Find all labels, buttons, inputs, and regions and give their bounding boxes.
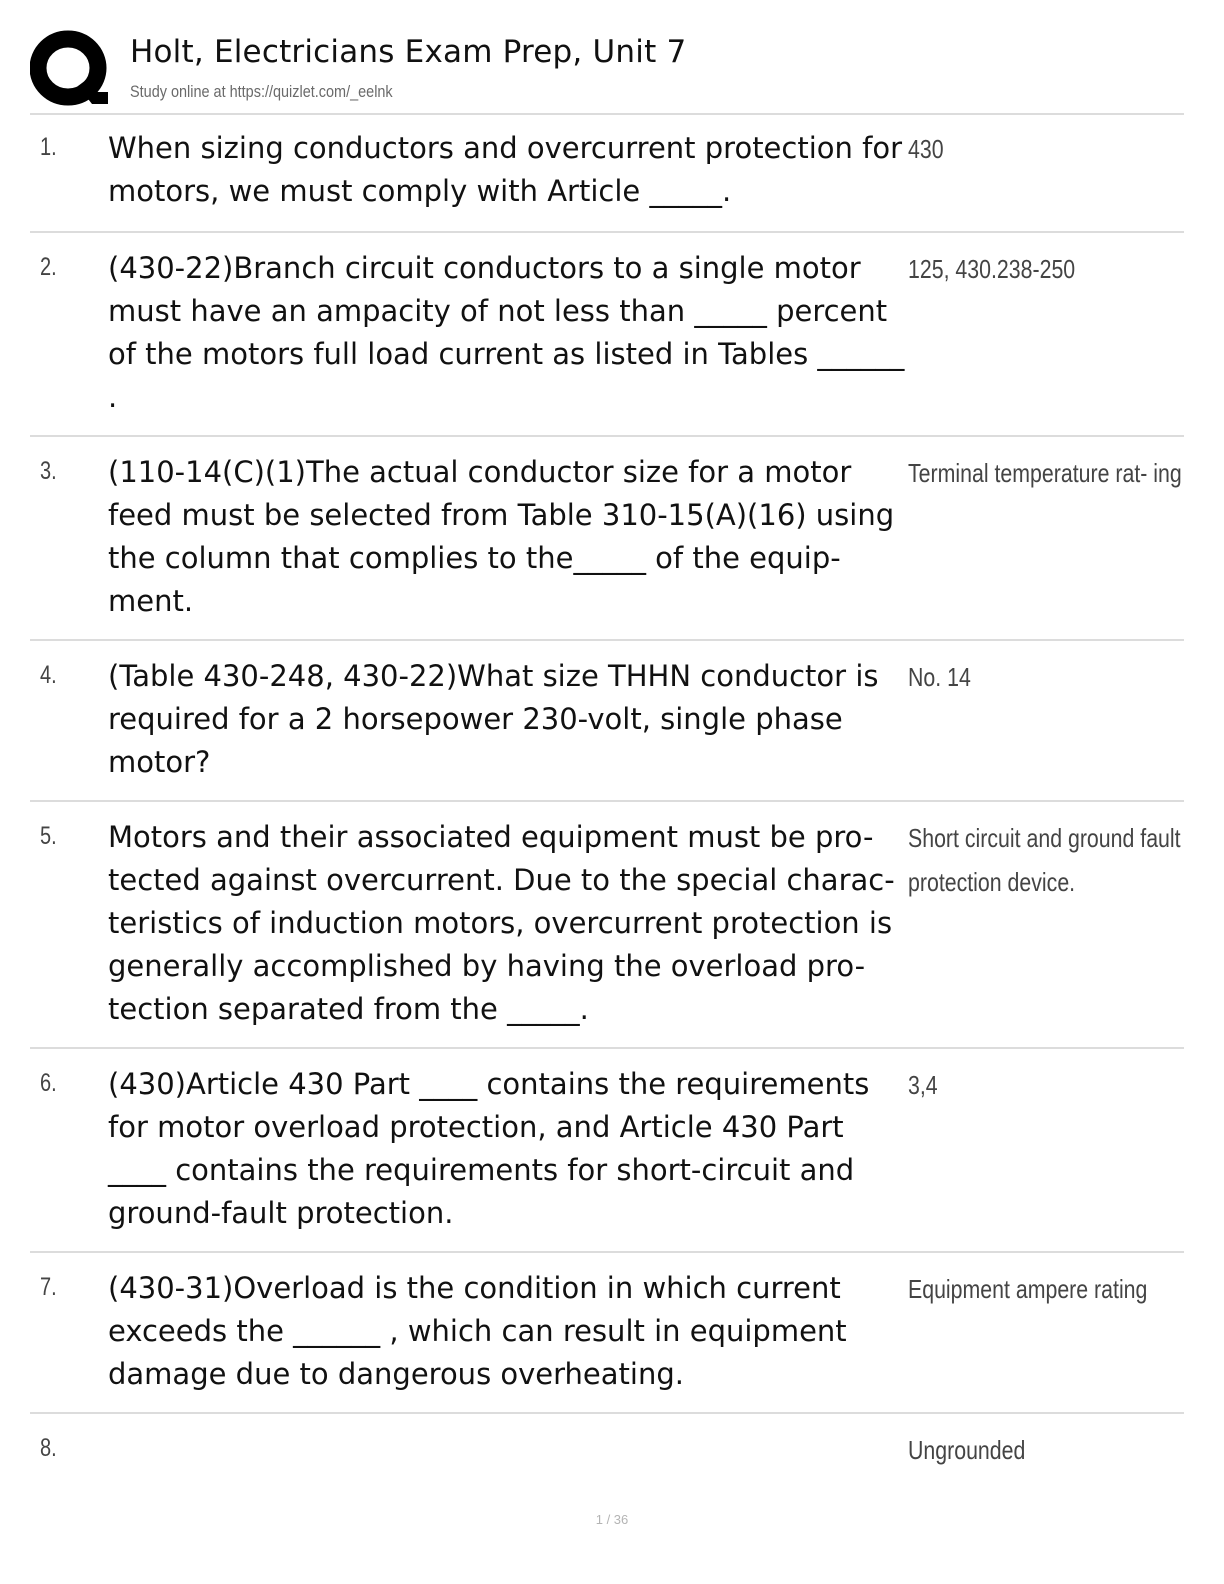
card-term: (430-31)Overload is the condition in which current exceeds the ______ , which can result in equipment damage due to dangerous overheating.	[108, 1271, 847, 1391]
card-number: 1.	[40, 133, 57, 161]
flashcard-row	[30, 435, 1184, 641]
page-header	[30, 28, 1184, 114]
flashcard-row	[30, 1412, 1184, 1504]
card-term: Motors and their associated equipment must be pro- tected against overcurrent. Due to the special charac- teristics of induction motors, overcurrent protection is generally accomplished by having the overload pro- tection separated from the _____.	[108, 820, 895, 1026]
card-definition: Short circuit and ground fault protection device.	[908, 823, 1181, 897]
card-number: 3.	[40, 457, 57, 485]
card-definition: Ungrounded	[908, 1435, 1026, 1465]
flashcard-row	[30, 231, 1184, 437]
card-number: 5.	[40, 822, 57, 850]
flashcard-row	[30, 113, 1184, 233]
card-number: 7.	[40, 1273, 57, 1301]
card-definition: 3,4	[908, 1070, 938, 1100]
flashcard-row	[30, 639, 1184, 802]
card-term: When sizing conductors and overcurrent protection for motors, we must comply with Article _____.	[108, 131, 902, 208]
flashcard-row	[30, 1047, 1184, 1253]
card-definition: No. 14	[908, 662, 971, 692]
card-term: (110-14(C)(1)The actual conductor size for a motor feed must be selected from Table 310-15(A)(16) using the column that complies to the_____ of the equip- ment.	[108, 455, 895, 618]
flashcard-row	[30, 1251, 1184, 1414]
card-definition: 430	[908, 134, 944, 164]
card-definition: Terminal temperature rat- ing	[908, 458, 1182, 488]
flashcard-row	[30, 800, 1184, 1049]
card-term: (430-22)Branch circuit conductors to a single motor must have an ampacity of not less than _____ percent of the motors full load current as listed in Tables ______ .	[108, 251, 905, 414]
card-number: 4.	[40, 661, 57, 689]
card-definition: Equipment ampere rating	[908, 1274, 1148, 1304]
card-term: (Table 430-248, 430-22)What size THHN conductor is required for a 2 horsepower 230-volt, single phase motor?	[108, 659, 879, 779]
page-title: Holt, Electricians Exam Prep, Unit 7	[130, 34, 687, 70]
card-number: 8.	[40, 1434, 57, 1462]
card-term: (430)Article 430 Part ____ contains the requirements for motor overload protection, and Article 430 Part ____ contains the requirements for short-circuit and ground-fault protection.	[108, 1067, 870, 1230]
card-definition: 125, 430.238-250	[908, 254, 1076, 284]
study-link[interactable]: Study online at https://quizlet.com/_eelnk	[130, 82, 393, 101]
card-number: 2.	[40, 253, 57, 281]
quizlet-logo-icon	[30, 30, 110, 110]
card-number: 6.	[40, 1069, 57, 1097]
page-number: 1 / 36	[595, 1512, 629, 1527]
